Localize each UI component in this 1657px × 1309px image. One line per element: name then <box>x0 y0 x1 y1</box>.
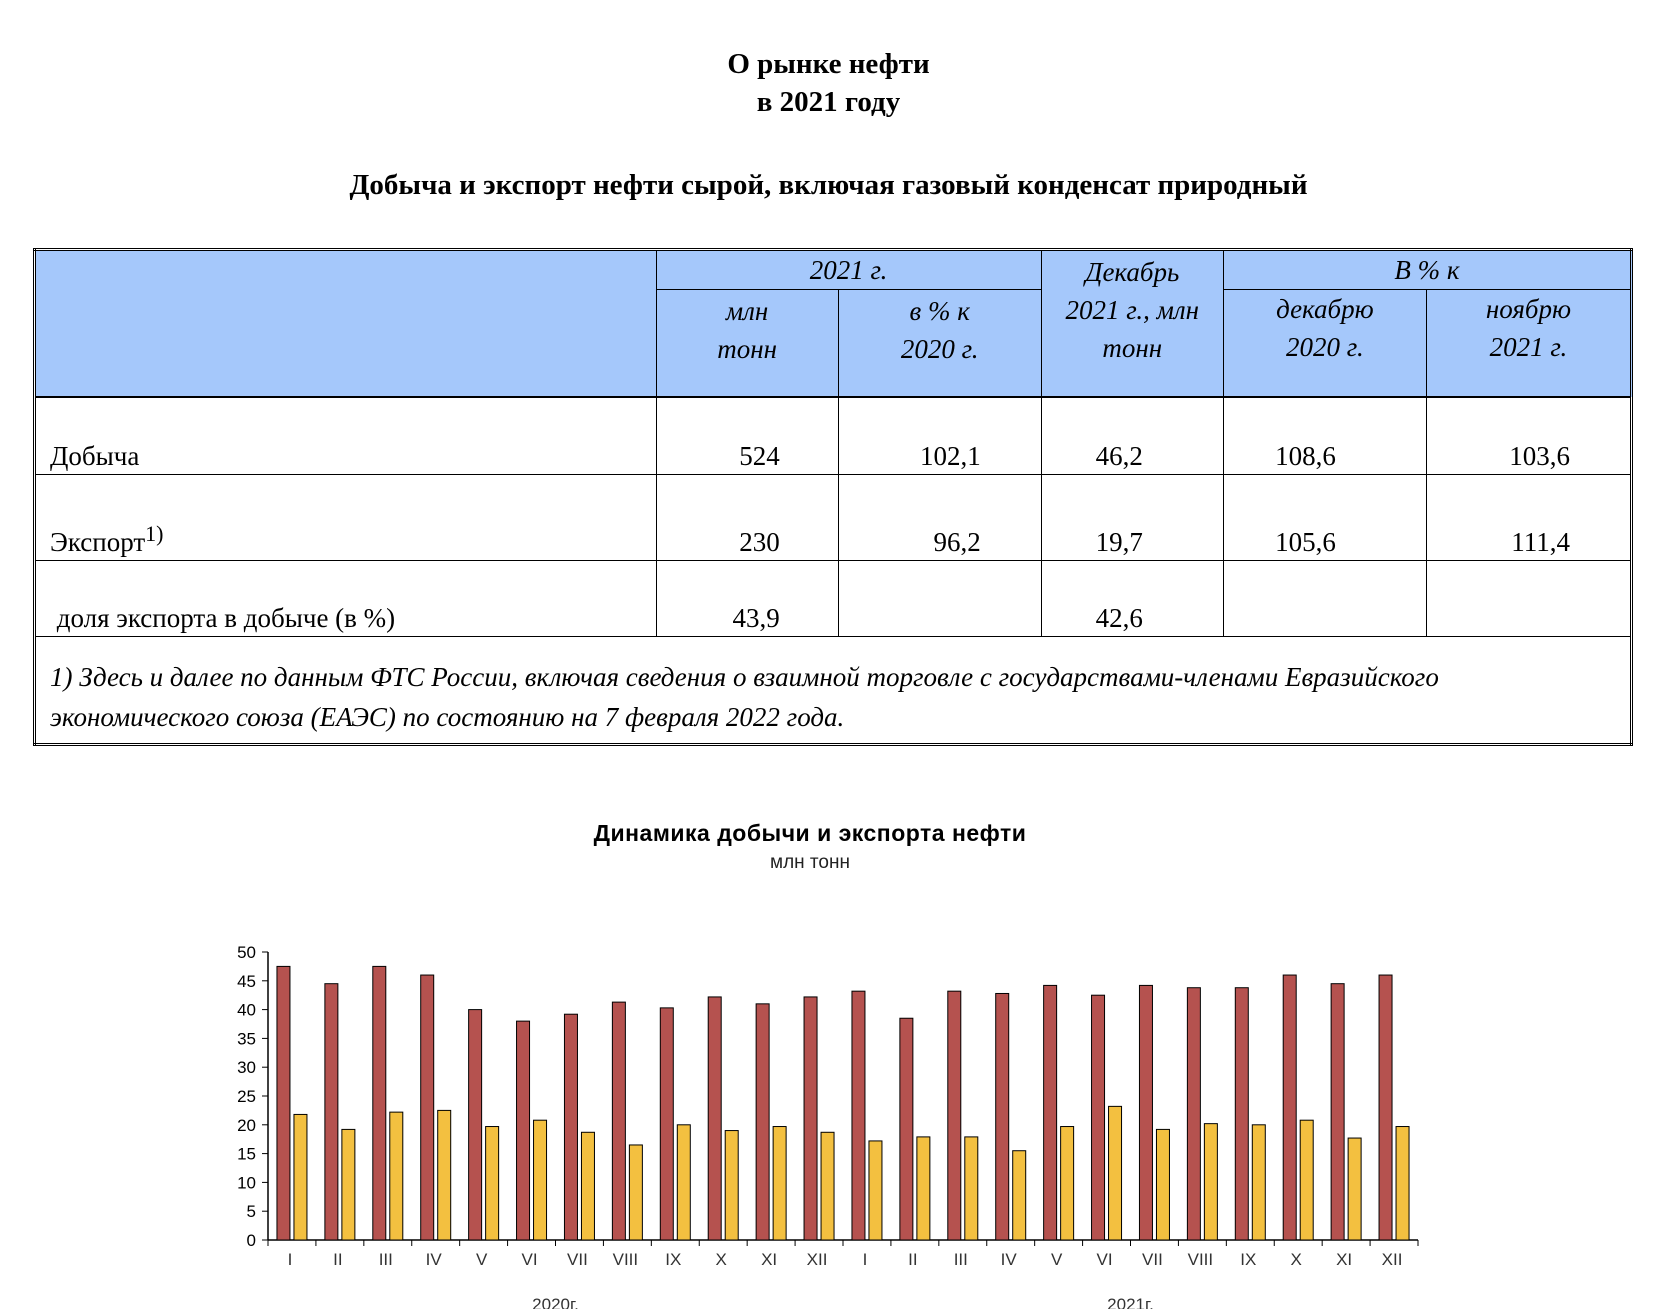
chart-units: млн тонн <box>770 852 850 873</box>
y-tick-label: 35 <box>237 1029 256 1049</box>
x-tick-label: II <box>908 1250 918 1269</box>
y-tick-label: 30 <box>237 1058 256 1078</box>
footnote-marker: 1) <box>145 521 164 546</box>
x-tick-label: VIII <box>1187 1250 1214 1269</box>
table-caption: Добыча и экспорт нефти сырой, включая газовый конденсат природный <box>349 169 1308 201</box>
table-row <box>35 397 1632 475</box>
header-nov-2021 <box>1426 290 1631 398</box>
bar-export <box>1156 1129 1169 1240</box>
header-dec-2020-text: декабрю 2020 г. <box>1276 294 1374 362</box>
cell-mln: 230 <box>656 475 838 561</box>
x-tick-label: XII <box>806 1250 828 1269</box>
header-december-2021-text: Декабрь 2021 г., млн тонн <box>1065 257 1200 363</box>
row-label <box>35 475 657 561</box>
bar-production <box>660 1008 673 1240</box>
row-label-text: Экспорт <box>50 527 146 557</box>
x-tick-label: III <box>378 1250 393 1269</box>
cell-pct-2020: 102,1 <box>838 397 1041 475</box>
x-tick-label: VII <box>1142 1250 1163 1269</box>
cell-pct-nov-2021 <box>1426 561 1631 637</box>
bar-production <box>1139 985 1152 1240</box>
header-pct-2020 <box>838 290 1041 398</box>
bar-export <box>629 1145 642 1240</box>
bar-export <box>294 1114 307 1240</box>
header-mln-tonn-text: млн тонн <box>717 296 777 364</box>
header-blank-cell <box>35 250 657 398</box>
y-tick-label: 10 <box>237 1173 256 1193</box>
cell-pct-nov-2021: 111,4 <box>1426 475 1631 561</box>
bar-production <box>900 1018 913 1240</box>
bar-production <box>756 1004 769 1240</box>
bar-export <box>1013 1151 1026 1240</box>
x-tick-label: IV <box>1000 1250 1017 1269</box>
bar-production <box>1092 995 1105 1240</box>
y-tick-label: 0 <box>246 1231 256 1250</box>
row-label-text: Добыча <box>50 441 140 471</box>
cell-pct-2020: 96,2 <box>838 475 1041 561</box>
bar-production <box>852 991 865 1240</box>
bar-production <box>564 1014 577 1240</box>
bar-production <box>612 1002 625 1240</box>
bar-production <box>948 991 961 1240</box>
bar-export <box>438 1110 451 1240</box>
bar-export <box>821 1132 834 1240</box>
bar-export <box>725 1131 738 1240</box>
bar-production <box>996 993 1009 1240</box>
x-tick-label: IX <box>665 1250 682 1269</box>
x-tick-label: X <box>1290 1250 1302 1269</box>
bar-export <box>534 1120 547 1240</box>
header-pct-2020-text: в % к 2020 г. <box>900 296 979 364</box>
x-tick-label: III <box>953 1250 968 1269</box>
bar-production <box>277 966 290 1240</box>
bar-export <box>773 1127 786 1240</box>
y-tick-label: 50 <box>237 943 256 962</box>
table-row <box>35 475 1632 561</box>
y-tick-label: 45 <box>237 971 256 991</box>
x-tick-label: VI <box>1096 1250 1113 1269</box>
y-tick-label: 25 <box>237 1087 256 1106</box>
cell-mln: 43,9 <box>656 561 838 637</box>
row-label-text: доля экспорта в добыче (в %) <box>50 603 396 633</box>
chart-title: Динамика добычи и экспорта нефти <box>593 820 1027 846</box>
header-nov-2021-text: ноябрю 2021 г. <box>1485 294 1572 362</box>
bar-production <box>373 966 386 1240</box>
bar-export <box>390 1112 403 1240</box>
x-tick-label: IV <box>425 1250 442 1269</box>
bar-export <box>342 1129 355 1240</box>
bar-export <box>1204 1124 1217 1240</box>
cell-dec-2021: 46,2 <box>1041 397 1223 475</box>
cell-mln: 524 <box>656 397 838 475</box>
x-tick-label: I <box>287 1250 293 1269</box>
x-tick-label: VIII <box>612 1250 639 1269</box>
bar-production <box>517 1021 530 1240</box>
table-footnote: 1) Здесь и далее по данным ФТС России, включая сведения о взаимной торговле с государствами-членами Евразийского экономического союза (ЕАЭС) по состоянию на 7 февраля 2022 года. <box>35 637 1632 745</box>
bar-export <box>965 1137 978 1240</box>
x-tick-label: X <box>715 1250 727 1269</box>
bar-export <box>917 1137 930 1240</box>
header-pct-group: В % к <box>1223 250 1631 290</box>
x-group-label: 2021г. <box>1107 1295 1154 1309</box>
bar-export <box>581 1132 594 1240</box>
bar-production <box>421 975 434 1240</box>
x-tick-label: VI <box>521 1250 538 1269</box>
bar-export <box>1252 1125 1265 1240</box>
x-tick-label: I <box>862 1250 868 1269</box>
oil-dynamics-chart <box>0 900 1657 1309</box>
x-tick-label: XI <box>761 1250 778 1269</box>
bar-production <box>1187 988 1200 1240</box>
x-group-label: 2020г. <box>532 1295 579 1309</box>
x-tick-label: V <box>1050 1250 1063 1269</box>
bar-production <box>1044 985 1057 1240</box>
x-tick-label: XII <box>1381 1250 1403 1269</box>
header-mln-tonn <box>656 290 838 398</box>
bar-production <box>1331 984 1344 1240</box>
y-tick-label: 20 <box>237 1115 256 1135</box>
row-label <box>35 561 657 637</box>
document-title: О рынке нефти <box>727 48 930 80</box>
x-tick-label: II <box>333 1250 343 1269</box>
header-year-group: 2021 г. <box>656 250 1041 290</box>
y-tick-label: 15 <box>237 1144 256 1164</box>
bar-export <box>486 1127 499 1240</box>
bar-export <box>677 1125 690 1240</box>
bar-production <box>469 1010 482 1240</box>
cell-dec-2021: 19,7 <box>1041 475 1223 561</box>
document-title-year: в 2021 году <box>756 86 901 118</box>
bar-export <box>1061 1127 1074 1240</box>
bar-export <box>1396 1127 1409 1240</box>
header-december-2021 <box>1041 250 1223 398</box>
bar-export <box>1300 1120 1313 1240</box>
y-tick-label: 40 <box>237 1000 256 1020</box>
bar-production <box>708 997 721 1240</box>
row-label <box>35 397 657 475</box>
header-dec-2020 <box>1223 290 1426 398</box>
table-row <box>35 561 1632 637</box>
cell-pct-dec-2020 <box>1223 561 1426 637</box>
cell-pct-dec-2020: 105,6 <box>1223 475 1426 561</box>
cell-dec-2021: 42,6 <box>1041 561 1223 637</box>
cell-pct-2020 <box>838 561 1041 637</box>
bar-export <box>1348 1138 1361 1240</box>
cell-pct-nov-2021: 103,6 <box>1426 397 1631 475</box>
bar-production <box>804 997 817 1240</box>
x-tick-label: XI <box>1336 1250 1353 1269</box>
bar-export <box>1109 1106 1122 1240</box>
bar-production <box>325 984 338 1240</box>
y-tick-label: 5 <box>246 1202 256 1222</box>
bar-production <box>1283 975 1296 1240</box>
bar-production <box>1235 988 1248 1240</box>
x-tick-label: V <box>475 1250 488 1269</box>
bar-export <box>869 1141 882 1240</box>
x-tick-label: VII <box>567 1250 588 1269</box>
oil-table <box>33 248 1633 746</box>
x-tick-label: IX <box>1240 1250 1257 1269</box>
bar-production <box>1379 975 1392 1240</box>
cell-pct-dec-2020: 108,6 <box>1223 397 1426 475</box>
